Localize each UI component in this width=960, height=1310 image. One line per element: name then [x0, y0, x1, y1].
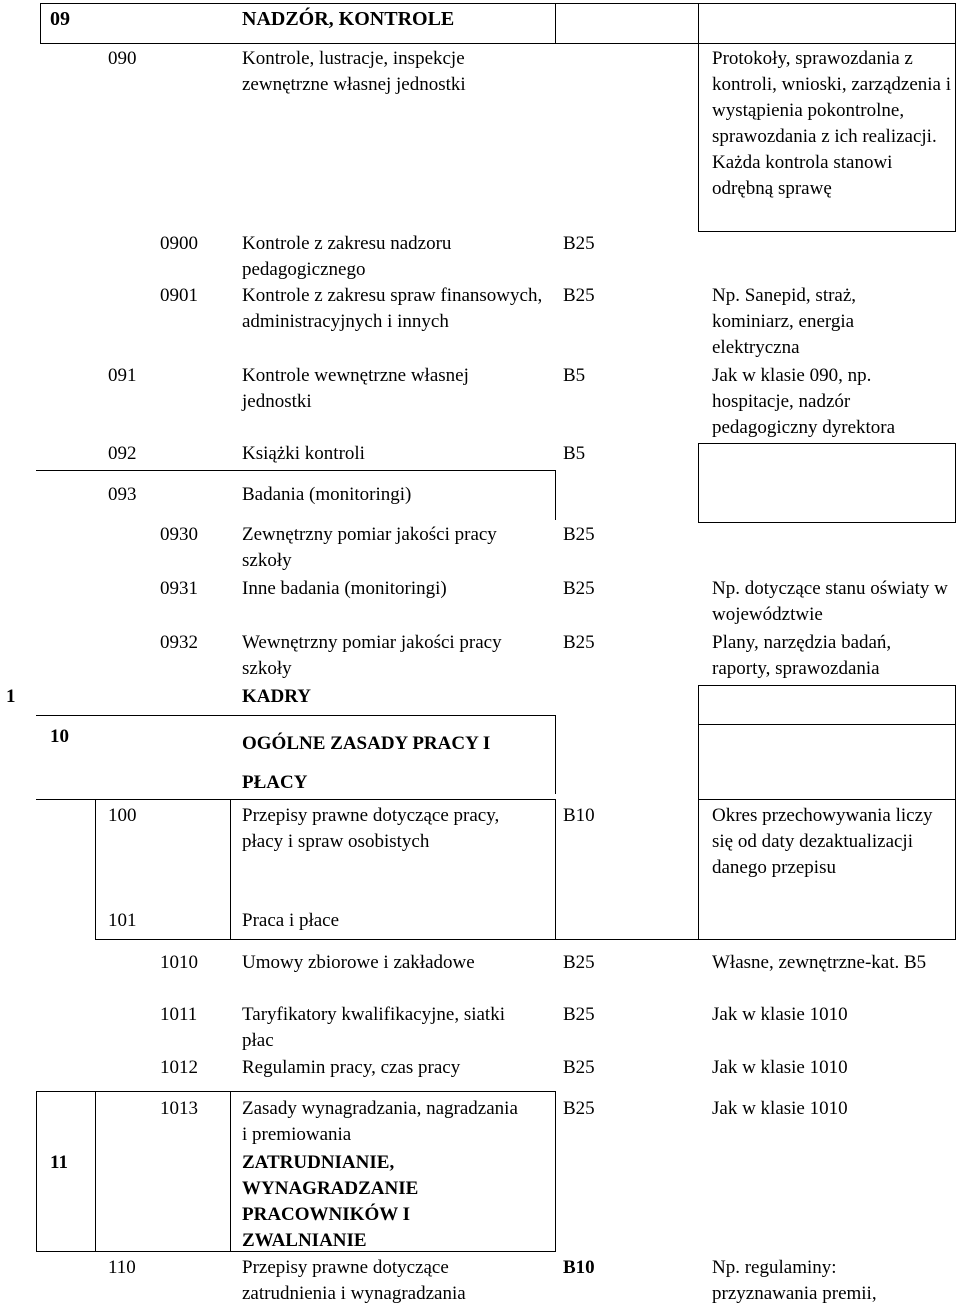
class-note: Plany, narzędzia badań, raporty, sprawozdania	[712, 632, 892, 679]
class-title: Praca i płace	[242, 910, 340, 931]
class-code: 1010	[160, 952, 198, 973]
class-category: B5	[563, 443, 586, 464]
rule	[40, 3, 956, 4]
section-title: KADRY	[242, 686, 311, 707]
rule	[95, 1091, 96, 1251]
rule	[955, 799, 956, 939]
class-code: 092	[108, 443, 137, 464]
rule	[698, 522, 956, 523]
rule	[955, 685, 956, 724]
class-title: Regulamin pracy, czas pracy	[242, 1057, 461, 1078]
class-note: Np. dotyczące stanu oświaty w województwie	[712, 578, 948, 625]
rule	[698, 799, 956, 800]
rule	[698, 685, 956, 686]
rule	[698, 43, 699, 231]
class-code: 1011	[160, 1004, 198, 1025]
rule	[555, 799, 556, 939]
class-title: Zewnętrzny pomiar jakości pracy szkoły	[242, 524, 497, 571]
class-note: Własne, zewnętrzne-kat. B5	[712, 952, 927, 973]
class-code: 0901	[160, 285, 198, 306]
class-code: 091	[108, 365, 137, 386]
section-code: 1	[6, 686, 16, 707]
class-category: B25	[563, 632, 595, 653]
class-note: Np. regulaminy: przyznawania premii,	[712, 1257, 877, 1304]
rule	[40, 3, 41, 43]
class-title: Kontrole wewnętrzne własnej jednostki	[242, 365, 469, 412]
rule	[955, 43, 956, 231]
class-category: B25	[563, 285, 595, 306]
class-category: B25	[563, 578, 595, 599]
class-category: B10	[563, 1257, 595, 1278]
section-code: 10	[50, 726, 69, 747]
rule	[95, 939, 956, 940]
section-title: ZATRUDNIANIE, WYNAGRADZANIE PRACOWNIKÓW I ZWALNIANIE	[242, 1152, 419, 1251]
rule	[555, 715, 556, 794]
class-title: Badania (monitoringi)	[242, 484, 412, 505]
class-title: Książki kontroli	[242, 443, 365, 464]
class-code: 110	[108, 1257, 136, 1278]
class-note: Okres przechowywania liczy się od daty dezaktualizacji danego przepisu	[712, 805, 933, 878]
class-note: Jak w klasie 1010	[712, 1098, 848, 1119]
rule	[698, 443, 956, 444]
class-note: Jak w klasie 1010	[712, 1057, 848, 1078]
class-title: Kontrole z zakresu spraw finansowych, administracyjnych i innych	[242, 285, 543, 332]
class-category: B25	[563, 952, 595, 973]
rule	[555, 3, 556, 43]
rule	[698, 3, 699, 43]
class-note: Np. Sanepid, straż, kominiarz, energia elektryczna	[712, 285, 857, 358]
class-category: B25	[563, 524, 595, 545]
class-code: 101	[108, 910, 137, 931]
rule	[555, 470, 556, 520]
rule	[698, 799, 699, 939]
class-category: B25	[563, 1004, 595, 1025]
section-code: 11	[50, 1152, 68, 1173]
class-title: Zasady wynagradzania, nagradzania i premiowania	[242, 1098, 518, 1145]
rule	[698, 231, 956, 232]
class-code: 0900	[160, 233, 198, 254]
section-code: 09	[50, 8, 70, 30]
class-title: Przepisy prawne dotyczące pracy, płacy i spraw osobistych	[242, 805, 500, 852]
rule	[955, 3, 956, 43]
rule	[230, 799, 231, 939]
class-code: 0931	[160, 578, 198, 599]
section-title: OGÓLNE ZASADY PRACY I PŁACY	[242, 733, 491, 793]
class-code: 1012	[160, 1057, 198, 1078]
class-title: Inne badania (monitoringi)	[242, 578, 447, 599]
class-category: B10	[563, 805, 595, 826]
class-title: Taryfikatory kwalifikacyjne, siatki płac	[242, 1004, 505, 1051]
class-code: 100	[108, 805, 137, 826]
class-title: Przepisy prawne dotyczące zatrudnienia i wynagradzania	[242, 1257, 466, 1304]
rule	[955, 724, 956, 799]
rule	[698, 724, 699, 799]
rule	[95, 799, 96, 939]
rule	[555, 1091, 556, 1251]
class-note: Jak w klasie 090, np. hospitacje, nadzór pedagogiczny dyrektora	[712, 365, 896, 438]
rule	[698, 685, 699, 724]
rule	[36, 470, 556, 471]
rule	[40, 43, 956, 44]
rule	[36, 1091, 556, 1092]
class-code: 093	[108, 484, 137, 505]
class-code: 1013	[160, 1098, 198, 1119]
class-code: 0930	[160, 524, 198, 545]
rule	[36, 1091, 37, 1251]
class-category: B25	[563, 1057, 595, 1078]
class-title: Wewnętrzny pomiar jakości pracy szkoły	[242, 632, 502, 679]
class-category: B25	[563, 1098, 595, 1119]
rule	[698, 443, 699, 522]
rule	[36, 715, 556, 716]
rule	[698, 724, 956, 725]
class-title: Umowy zbiorowe i zakładowe	[242, 952, 475, 973]
class-code: 090	[108, 48, 137, 69]
class-title: Kontrole z zakresu nadzoru pedagogicznego	[242, 233, 452, 280]
class-code: 0932	[160, 632, 198, 653]
section-title: NADZÓR, KONTROLE	[242, 8, 455, 30]
class-category: B25	[563, 233, 595, 254]
class-category: B5	[563, 365, 586, 386]
rule	[955, 443, 956, 522]
class-note: Jak w klasie 1010	[712, 1004, 848, 1025]
class-title: Kontrole, lustracje, inspekcje zewnętrzne własnej jednostki	[242, 48, 466, 95]
rule	[230, 1091, 231, 1251]
class-note: Protokoły, sprawozdania z kontroli, wnioski, zarządzenia i wystąpienia pokontrolne, sprawozdania z ich realizacji. Każda kontrola stanowi odrębną sprawę	[712, 48, 952, 199]
